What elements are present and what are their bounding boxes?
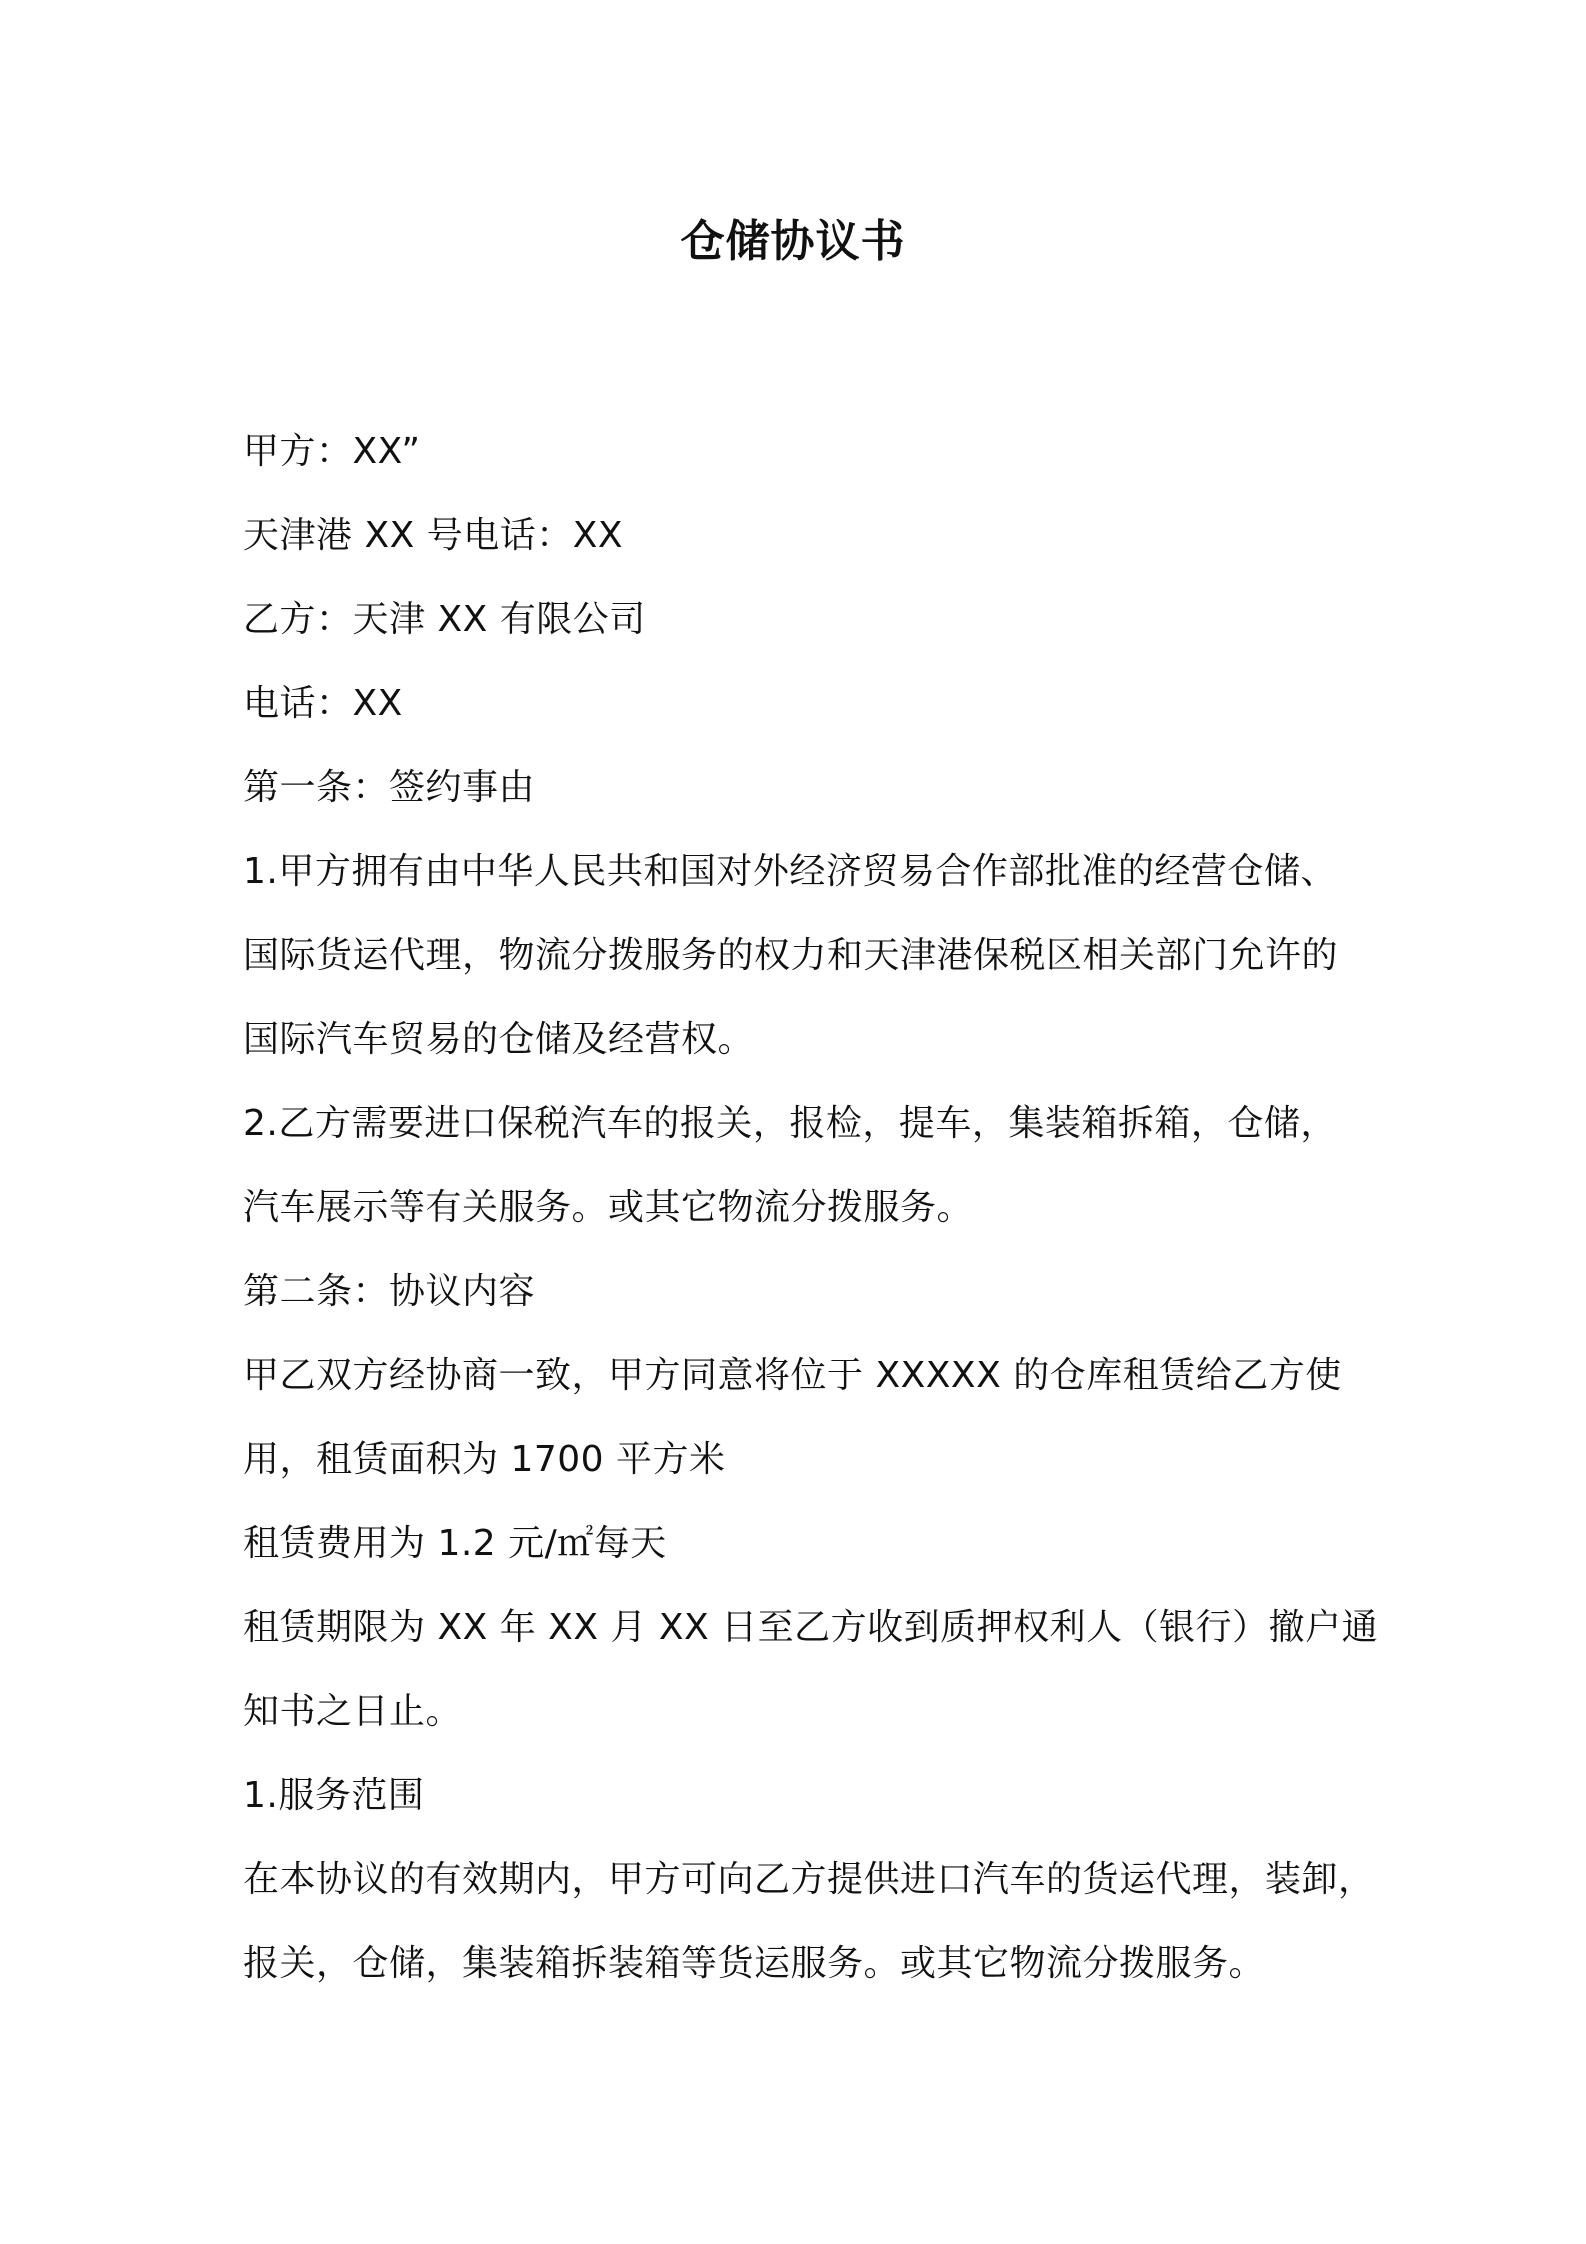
article-1-paragraph-line: 国际汽车贸易的仓储及经营权。: [243, 1019, 755, 1060]
party-b-line: 乙方：天津 XX 有限公司: [243, 599, 646, 640]
party-a-phone-line: 天津港 XX 号电话：XX: [243, 515, 624, 556]
rental-term-line: 租赁期限为 XX 年 XX 月 XX 日至乙方收到质押权利人（银行）撤户通: [243, 1607, 1379, 1648]
article-1-paragraph-line: 汽车展示等有关服务。或其它物流分拨服务。: [243, 1187, 974, 1228]
rental-term-line: 知书之日止。: [243, 1691, 463, 1732]
party-b-phone-line: 电话：XX: [243, 683, 403, 724]
document-body: [243, 410, 1379, 2006]
service-scope-paragraph-line: 在本协议的有效期内，甲方可向乙方提供进口汽车的货运代理，装卸，: [243, 1859, 1375, 1900]
document-title: 仓储协议书: [680, 216, 906, 267]
article-1-paragraph-line: 1.甲方拥有由中华人民共和国对外经济贸易合作部批准的经营仓储、: [243, 851, 1337, 892]
article-2-paragraph-line: 甲乙双方经协商一致，甲方同意将位于 XXXXX 的仓库租赁给乙方使: [243, 1355, 1342, 1396]
service-scope-paragraph-line: 报关，仓储，集装箱拆装箱等货运服务。或其它物流分拨服务。: [243, 1943, 1266, 1984]
service-scope-heading: 1.服务范围: [243, 1775, 425, 1816]
article-1-paragraph-line: 2.乙方需要进口保税汽车的报关，报检，提车，集装箱拆箱，仓储，: [243, 1103, 1337, 1144]
article-1-paragraph-line: 国际货运代理，物流分拨服务的权力和天津港保税区相关部门允许的: [243, 935, 1339, 976]
party-a-line: 甲方：XX”: [243, 431, 421, 472]
rental-fee-line: 租赁费用为 1.2 元/㎡每天: [243, 1523, 667, 1564]
article-1-heading: 第一条：签约事由: [243, 767, 536, 808]
article-2-heading: 第二条：协议内容: [243, 1271, 536, 1312]
article-2-paragraph-line: 用，租赁面积为 1700 平方米: [243, 1439, 726, 1480]
